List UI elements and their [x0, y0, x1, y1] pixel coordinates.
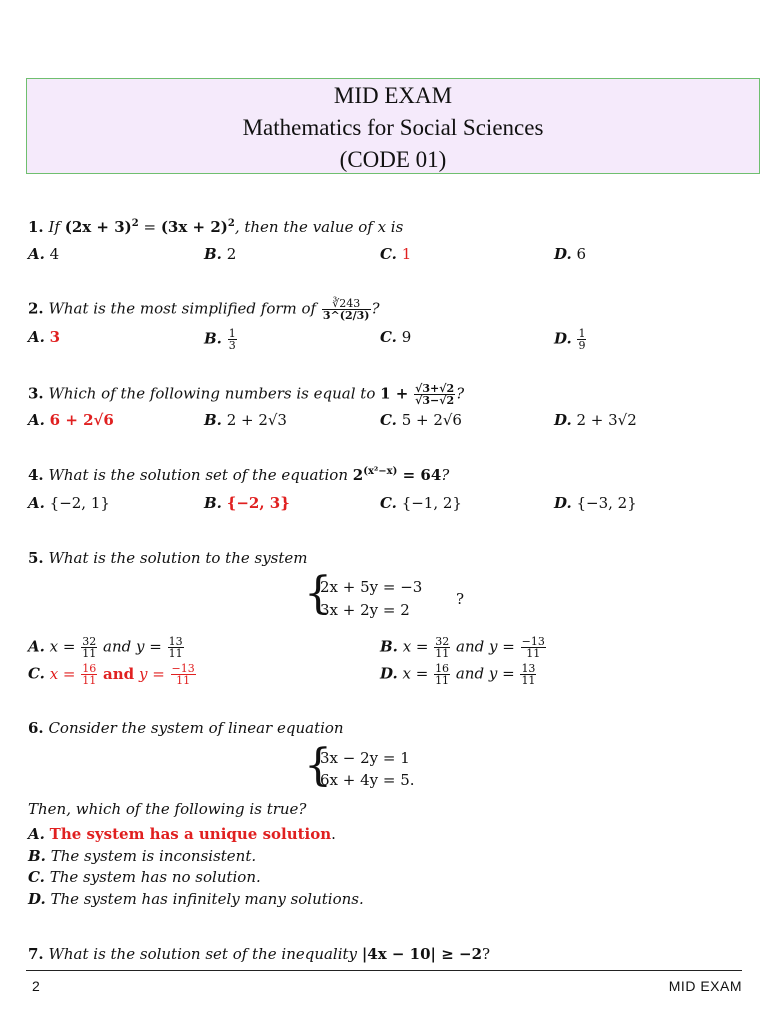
question-text: What is the most simplified form of — [48, 299, 317, 318]
correct-answer: {−2, 3} — [226, 494, 290, 512]
question-mark: ? — [371, 299, 380, 318]
option-a[interactable]: A. x = $\frac{32}{11}$ and y = $\frac{13}{11}$ — [28, 635, 183, 660]
question-5 — [28, 549, 308, 567]
option-a[interactable]: A. 3 — [28, 328, 61, 346]
question-text: Which of the following numbers is equal to — [48, 384, 376, 403]
question-number: 6. — [28, 719, 44, 737]
question-2 — [28, 298, 380, 321]
exponent: 2 — [131, 218, 139, 229]
question-text: If — [48, 218, 60, 236]
footer-label: MID EXAM — [668, 978, 742, 994]
math-expression: (2x + 3) — [64, 218, 132, 236]
question-7 — [28, 945, 490, 963]
option-d[interactable]: D. 6 — [554, 245, 587, 263]
course-title: Mathematics for Social Sciences — [242, 115, 544, 140]
options-q3 — [0, 411, 768, 431]
footer-divider — [26, 970, 742, 971]
equals-sign: = — [138, 218, 161, 236]
option-c[interactable]: C. The system has no solution. — [28, 868, 261, 886]
page-number: 2 — [32, 978, 40, 994]
equation-2: 6x + 4y = 5. — [320, 771, 415, 789]
options-q4 — [0, 494, 768, 514]
option-b[interactable]: B. 2 — [204, 245, 237, 263]
math-expression: (3x + 2) — [160, 218, 228, 236]
question-text: What is the solution set of the inequality — [48, 945, 358, 963]
option-c[interactable]: C. {−1, 2} — [380, 494, 462, 512]
options-q2 — [0, 327, 768, 352]
question-mark: ? — [482, 945, 491, 963]
question-number: 2. — [28, 299, 44, 318]
question-4 — [28, 466, 449, 484]
option-c[interactable]: C. 5 + 2√6 — [380, 411, 462, 429]
option-a[interactable]: A. {−2, 1} — [28, 494, 110, 512]
option-b[interactable]: B. {−2, 3} — [204, 494, 290, 512]
exponent: 2 — [227, 218, 235, 229]
question-6 — [28, 719, 344, 737]
options-q1 — [0, 245, 768, 265]
question-1 — [28, 218, 403, 236]
option-d[interactable]: D. 2 + 3√2 — [554, 411, 637, 429]
option-d[interactable]: D. The system has infinitely many solutions. — [28, 890, 364, 908]
question-number: 3. — [28, 384, 44, 403]
correct-answer: x = $\frac{16}{11}$ and y = $\frac{-13}{11}$ — [49, 662, 195, 687]
option-a[interactable]: A. 6 + 2√6 — [28, 411, 114, 429]
correct-answer: The system has a unique solution — [49, 825, 332, 843]
option-d[interactable]: D. x = $\frac{16}{11}$ and y = $\frac{13}{11}$ — [380, 662, 536, 687]
equation-system — [304, 740, 454, 796]
equation-1: 3x − 2y = 1 — [320, 749, 410, 767]
option-a[interactable]: A. 4 — [28, 245, 60, 263]
brace-icon: { — [304, 568, 332, 619]
option-d[interactable]: D. {−3, 2} — [554, 494, 637, 512]
option-b[interactable]: B. 2 + 2√3 — [204, 411, 287, 429]
question-number: 5. — [28, 549, 44, 567]
correct-answer: 1 — [401, 245, 412, 263]
question-mark: ? — [456, 384, 465, 403]
option-b[interactable]: B. The system is inconsistent. — [28, 847, 257, 865]
question-3 — [28, 383, 464, 406]
math-expression: $2^{(x^2-x)} = 64$ — [352, 466, 442, 484]
option-d[interactable]: D. $\frac{1}{9}$ — [554, 327, 586, 352]
option-c[interactable]: C. 9 — [380, 328, 412, 346]
question-number: 1. — [28, 218, 44, 236]
question-text: What is the solution to the system — [48, 549, 308, 567]
title-box — [26, 78, 760, 174]
exam-title: MID EXAM — [333, 83, 453, 108]
brace-icon: { — [304, 740, 332, 791]
question-text: What is the solution set of the equation — [48, 466, 348, 484]
math-expression: |4x − 10| ≥ −2 — [361, 945, 483, 963]
fraction: $\frac{√3+√2}{√3-√2}$ — [415, 382, 455, 407]
option-b[interactable]: B. $\frac{1}{3}$ — [204, 327, 236, 352]
question-text: , then the value of x is — [234, 218, 404, 236]
exam-code: (CODE 01) — [339, 147, 447, 172]
options-q5-row2 — [0, 662, 768, 687]
question-number: 4. — [28, 466, 44, 484]
equation-system — [304, 568, 484, 624]
question-text: Then, which of the following is true? — [28, 800, 307, 818]
option-c[interactable]: C. x = $\frac{16}{11}$ and y = $\frac{-13}{11}$ — [28, 662, 195, 687]
question-text: Consider the system of linear equation — [48, 719, 344, 737]
equation-2: 3x + 2y = 2 — [320, 601, 410, 619]
math-expression: 1 + — [380, 384, 409, 403]
question-number: 7. — [28, 945, 44, 963]
option-c[interactable]: C. 1 — [380, 245, 412, 263]
question-mark: ? — [441, 466, 450, 484]
option-a[interactable]: A. The system has a unique solution. — [28, 825, 336, 843]
question-mark: ? — [456, 590, 465, 608]
equation-1: 2x + 5y = −3 — [320, 578, 423, 596]
fraction: $\frac{∛243}{3\^{}(2/3)}$ — [322, 297, 370, 322]
correct-answer: 6 + 2√6 — [49, 411, 114, 429]
correct-answer: 3 — [49, 328, 61, 346]
option-b[interactable]: B. x = $\frac{32}{11}$ and y = $\frac{-13}{11}$ — [380, 635, 545, 660]
options-q5-row1 — [0, 635, 768, 660]
